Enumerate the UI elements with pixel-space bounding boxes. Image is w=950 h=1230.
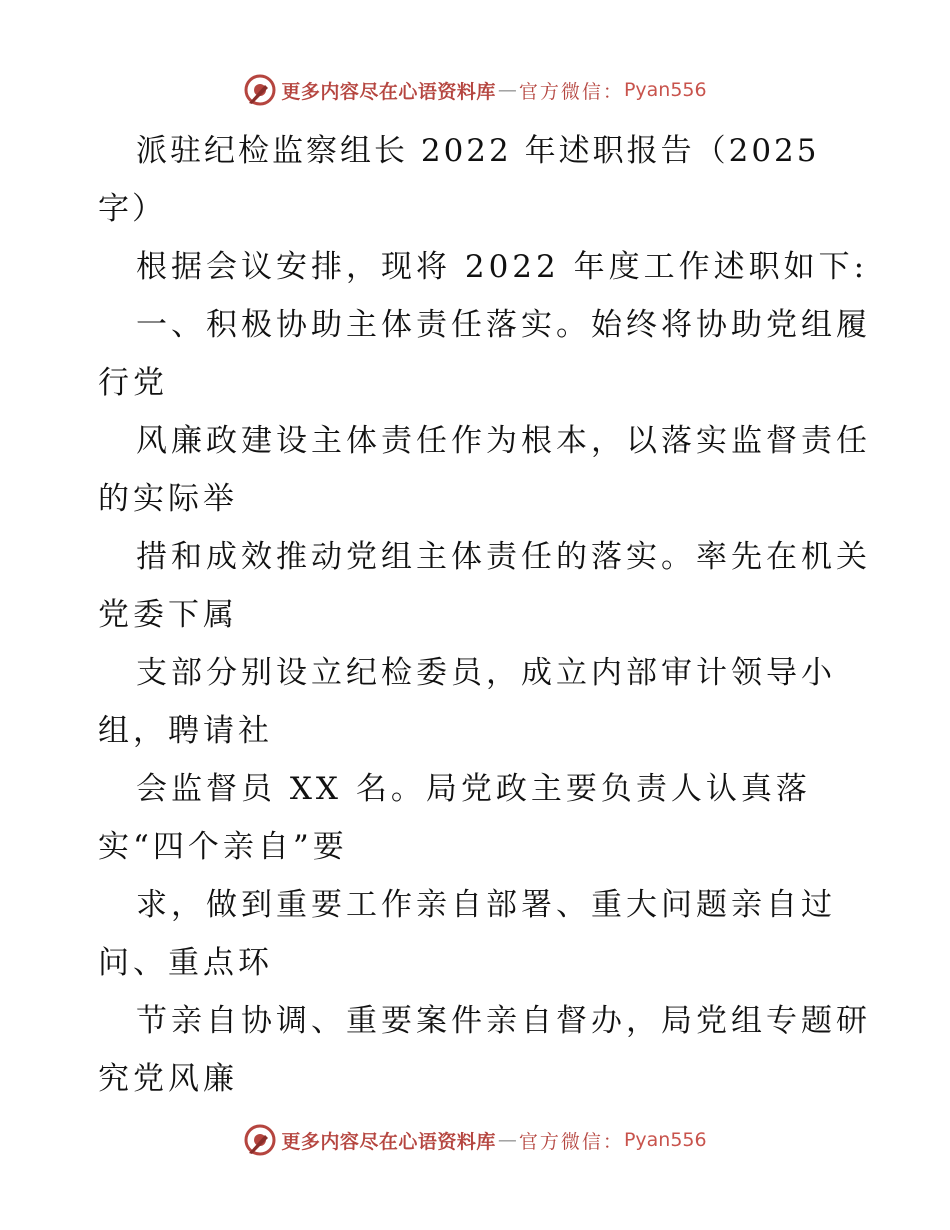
doc-line: 措和成效推动党组主体责任的落实。率先在机关 xyxy=(136,539,871,575)
watermark-id: Pyan556 xyxy=(623,1129,707,1151)
watermark-official: 官方微信： xyxy=(518,80,624,103)
watermark-text: 更多内容尽在心语资料库 xyxy=(281,80,496,103)
doc-line: 的实际举 xyxy=(98,481,238,517)
watermark-official: 官方微信： xyxy=(518,1130,624,1153)
doc-line: 会监督员 XX 名。局党政主要负责人认真落 xyxy=(136,771,811,807)
watermark-id: Pyan556 xyxy=(623,79,707,101)
pen-logo-icon xyxy=(243,73,277,107)
doc-line: 求，做到重要工作亲自部署、重大问题亲自过 xyxy=(136,887,836,923)
doc-line: 风廉政建设主体责任作为根本，以落实监督责任 xyxy=(136,423,871,459)
doc-line: 实“四个亲自”要 xyxy=(98,829,348,865)
doc-line: 行党 xyxy=(98,365,168,401)
doc-line: 节亲自协调、重要案件亲自督办，局党组专题研 xyxy=(136,1003,871,1039)
watermark-separator: — xyxy=(497,79,517,101)
footer-watermark xyxy=(0,1120,950,1160)
document-body xyxy=(98,122,871,1108)
doc-line: 一、积极协助主体责任落实。始终将协助党组履 xyxy=(136,307,871,343)
doc-line: 组，聘请社 xyxy=(98,713,273,749)
doc-line: 究党风廉 xyxy=(98,1061,238,1097)
doc-line: 党委下属 xyxy=(98,597,238,633)
header-watermark xyxy=(0,70,950,110)
watermark-text: 更多内容尽在心语资料库 xyxy=(281,1130,496,1153)
doc-title-line-2: 字） xyxy=(98,191,166,227)
doc-title-line-1: 派驻纪检监察组长 2022 年述职报告（2025 xyxy=(136,133,820,169)
doc-line: 问、重点环 xyxy=(98,945,273,981)
doc-line: 根据会议安排，现将 2022 年度工作述职如下: xyxy=(136,249,869,285)
pen-logo-icon xyxy=(243,1123,277,1157)
doc-line: 支部分别设立纪检委员，成立内部审计领导小 xyxy=(136,655,836,691)
watermark-separator: — xyxy=(497,1129,517,1151)
